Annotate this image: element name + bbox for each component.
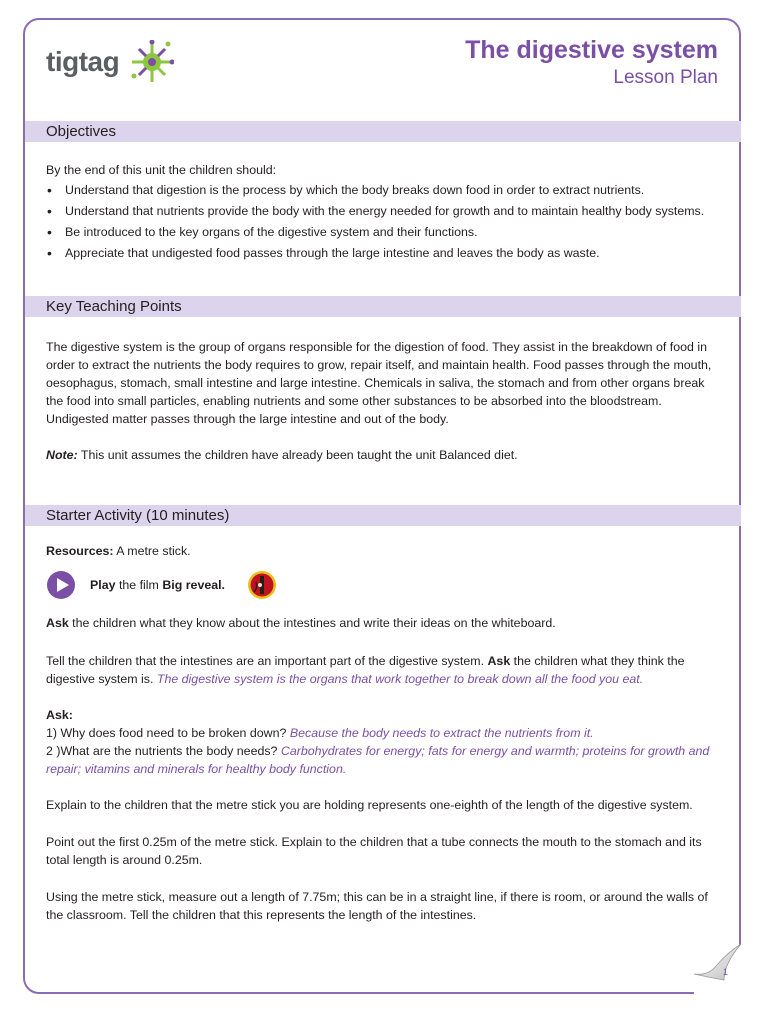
key-points-paragraph: The digestive system is the group of organs responsible for the digestion of food. They assist in the breakdown of food in order to extract the nutrients the body requires to grow, repair itself, and maintain health. Food passes through the mouth, oesophagus, stomach, small intestine and large intestine. Chemicals in saliva, the stomach and from other organs break the food into small particles, enabling nutrients and some other substances to be absorbed into the bloodstream. Undigested matter passes through the large intestine and out of the body.	[46, 340, 712, 426]
film-name[interactable]: Big reveal.	[162, 578, 226, 592]
page-curl-icon	[694, 944, 741, 994]
starter-heading: Starter Activity (10 minutes)	[25, 505, 741, 526]
measure-paragraph: Using the metre stick, measure out a length of 7.75m; this can be in a straight line, if there is room, or around the walls of the classroom. Tell the children that this represents the length of the intestines.	[46, 890, 708, 922]
question-2-text: 2 )What are the nutrients the body needs?	[46, 744, 281, 758]
list-item: • Understand that nutrients provide the body with the energy needed for growth and to maintain healthy body systems.	[46, 202, 722, 220]
starter-body	[46, 614, 722, 924]
logo-text: tigtag	[46, 46, 120, 77]
point-out-paragraph: Point out the first 0.25m of the metre stick. Explain to the children that a tube connects the mouth to the stomach and its total length is around 0.25m.	[46, 835, 702, 867]
explain-paragraph: Explain to the children that the metre stick you are holding represents one-eighth of the length of the digestive system.	[46, 798, 693, 812]
play-film-row	[46, 570, 346, 600]
tell-answer: The digestive system is the organs that work together to break down all the food you eat.	[156, 672, 644, 686]
list-item: • Understand that digestion is the process by which the body breaks down food in order to extract nutrients.	[46, 181, 722, 199]
tell-ask-text: the children what they think the digestive system is.	[46, 654, 685, 686]
objectives-list	[46, 181, 722, 262]
note-text: This unit assumes the children have already been taught the unit Balanced diet.	[77, 448, 518, 462]
answer-2: Carbohydrates for energy; fats for energy and warmth; proteins for growth and repair; vitamins and minerals for healthy body function.	[46, 744, 710, 776]
key-points-heading: Key Teaching Points	[25, 296, 741, 317]
ask-label: Ask	[46, 616, 69, 630]
resources-line	[46, 542, 722, 560]
tell-paragraph	[46, 652, 722, 688]
tell-ask-label: Ask	[487, 654, 511, 668]
list-item: • Appreciate that undigested food passes through the large intestine and leaves the body as waste.	[46, 244, 722, 262]
ask-heading: Ask:	[46, 708, 73, 722]
ask-text: the children what they know about the intestines and write their ideas on the whiteboard.	[68, 616, 556, 630]
document-subtitle: Lesson Plan	[613, 67, 718, 88]
objectives-heading: Objectives	[25, 121, 741, 142]
question-1-text: 1) Why does food need to be broken down?	[46, 726, 290, 740]
key-points-section	[46, 338, 722, 464]
answer-1: Because the body needs to extract the nutrients from it.	[289, 726, 594, 740]
objectives-section	[46, 161, 722, 265]
note-label: Note:	[46, 448, 78, 462]
play-icon[interactable]	[46, 570, 76, 600]
question-2	[46, 742, 722, 778]
ask-paragraph	[46, 614, 722, 632]
page-number: 1	[723, 967, 729, 977]
list-item: • Be introduced to the key organs of the digestive system and their functions.	[46, 223, 722, 241]
play-mid-text: the film	[115, 578, 163, 592]
play-instruction	[90, 578, 225, 592]
tell-text: Tell the children that the intestines are an important part of the digestive system.	[46, 654, 488, 668]
film-thumbnail-icon[interactable]	[246, 570, 278, 600]
play-label: Play	[90, 578, 116, 592]
logo-splat-icon	[130, 40, 174, 84]
resources-label: Resources:	[46, 544, 114, 558]
document-title: The digestive system	[465, 36, 718, 64]
question-1	[46, 724, 722, 742]
resources-text: A metre stick.	[113, 544, 191, 558]
objectives-intro: By the end of this unit the children should:	[46, 163, 277, 177]
note-line	[46, 446, 722, 464]
